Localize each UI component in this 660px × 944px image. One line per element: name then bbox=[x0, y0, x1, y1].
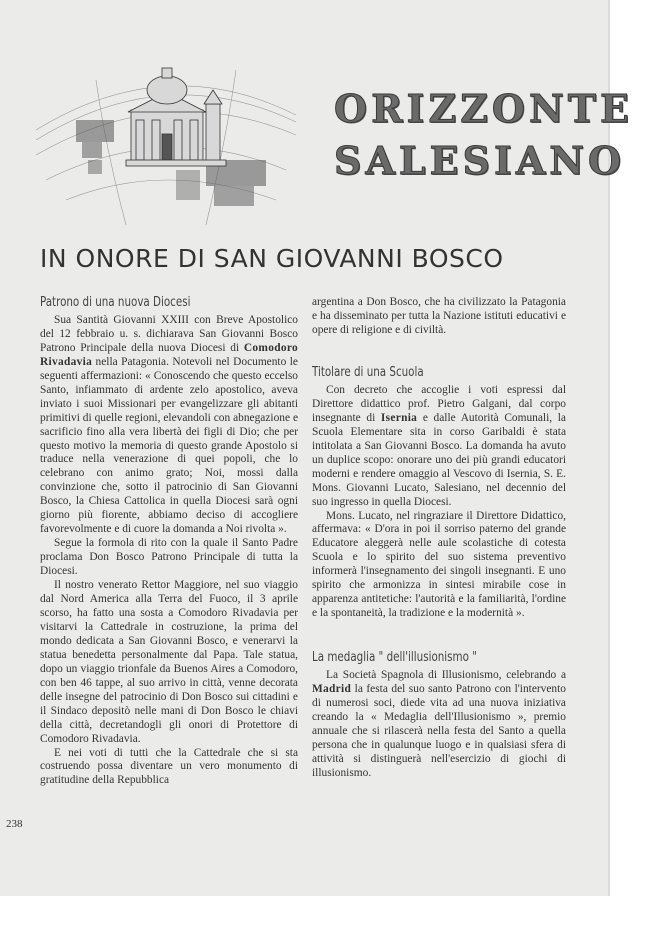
bold-text: Madrid bbox=[312, 683, 352, 696]
text: e dalle Autorità Comunali, la Scuola Elementare sita in corso Garibaldi è stata intitolata a San Giovanni Bosco. La domanda ha avuto un duplice scopo: onorare uno dei più grandi educatori moderni e rendere omaggio al Vescovo di Isernia, S. E. Mons. Giovanni Lucato, Salesiano, nel decennio del suo ingresso in quella Diocesi. bbox=[312, 411, 566, 508]
text: argentina a Don Bosco, che ha civilizzato la Patagonia e ha disseminato per tutta la Nazione istituti educativi e opere di religione e di civiltà. bbox=[312, 296, 566, 336]
paragraph: E nei voti di tutti che la Cattedrale che si sta costruendo possa diventare un vero monumento di gratitudine della Repubblica bbox=[40, 746, 298, 787]
paragraph: Il nostro venerato Rettor Maggiore, nel suo viaggio dal Nord America alla Terra del Fuoco, il 3 aprile scorso, ha fatto una sosta a Comodoro Rivadavia per visitarvi la Cattedrale in costruzione, la prima del mondo dedicata a San Giovanni Bosco, e venerarvi la statua benedetta personalmente dal Papa. Tale statua, dopo un viaggio trionfale da Buenos Aires a Comodoro, con ben 46 tappe, al suo arrivo in città, venne decorata delle insegne del patrocinio di Don Bosco sui cittadini e il Sindaco depositò nelle mani di Don Bosco le chiavi della città, decretandogli gli onori di Protettore di Comodoro Rivadavia. bbox=[40, 579, 298, 745]
page-title: IN ONORE DI SAN GIOVANNI BOSCO bbox=[40, 244, 504, 273]
masthead-line-2: SALESIANO bbox=[334, 138, 626, 183]
text: La Società Spagnola di Illusionismo, celebrando a bbox=[326, 669, 566, 682]
masthead bbox=[36, 60, 634, 230]
church-globe-illustration bbox=[36, 60, 296, 230]
page-edge bbox=[608, 0, 610, 896]
text: Con decreto che accoglie i voti espressi dal Direttore didattico prof. Pietro Galgani, dal corpo insegnante di bbox=[312, 383, 566, 424]
column-right bbox=[312, 296, 566, 781]
paragraph bbox=[312, 669, 566, 781]
bold-text: Comodoro Rivadavia bbox=[40, 341, 298, 368]
text: la festa del suo santo Patrono con l'intervento di numerosi soci, diede vita ad una nuova iniziativa creando la « Medaglia dell'Illusionismo », premio annuale che si rilascerà nella festa del Santo a quella persona che in qualunque luogo e in qualsiasi sfera di attività si distinguerà nell'esercizio di giochi di illusionismo. bbox=[312, 683, 566, 779]
bold-text: Isernia bbox=[380, 411, 418, 424]
text: nella Patagonia. Notevoli nel Documento le seguenti affermazioni: « Conoscendo che questo eccelso Santo, infiammato di ardente zelo apostolico, aveva inviato i suoi Missionari per evangelizzare gli abitanti primitivi di quelle regioni, elevandoli con abnegazione e sacrificio fino alla vera libertà dei figli di Dio; che per questo motivo la memoria di questo grande Apostolo si traduce nella venerazione di quei popoli, che lo celebrano con animo grato; Noi, mossi dalla convinzione che, sotto il patrocinio di San Giovanni Bosco, la Chiesa Cattolica in quella Diocesi sarà ogni giorno più fiorente, abbiamo deciso di accogliere favorevolmente e di cuore la domanda a Noi rivolta ». bbox=[40, 355, 298, 536]
section-heading-titolare: Titolare di una Scuola bbox=[312, 364, 424, 380]
paragraph: Mons. Lucato, nel ringraziare il Direttore Didattico, affermava: « D'ora in poi il sorriso paterno del grande Educatore aleggerà nelle aule scolastiche di cotesta Scuola e lo spirito del suo sistema preventivo informerà l'insegnamento dei singoli insegnanti. E uno spirito che armonizza in sintesi mirabile cose in apparenza antitetiche: l'autorità e la familiarità, l'ordine e la spontaneità, la tradizione e la modernità ». bbox=[312, 509, 566, 620]
section-heading-patrono: Patrono di una nuova Diocesi bbox=[40, 294, 191, 310]
page-number: 238 bbox=[6, 818, 23, 830]
paragraph-continued bbox=[312, 296, 566, 338]
paragraph bbox=[40, 314, 298, 537]
paragraph bbox=[312, 384, 566, 510]
paragraph: Segue la formola di rito con la quale il Santo Padre proclama Don Bosco Patrono Principale di tutta la Diocesi. bbox=[40, 537, 298, 578]
masthead-line-1: ORIZZONTE bbox=[334, 86, 634, 131]
text: Sua Santità Giovanni XXIII con Breve Apostolico del 12 febbraio u. s. dichiarava San Giovanni Bosco Patrono Principale della nuova Diocesi di bbox=[40, 313, 298, 354]
section-heading-medaglia: La medaglia " dell'illusionismo " bbox=[312, 649, 477, 666]
column-left bbox=[40, 294, 298, 787]
